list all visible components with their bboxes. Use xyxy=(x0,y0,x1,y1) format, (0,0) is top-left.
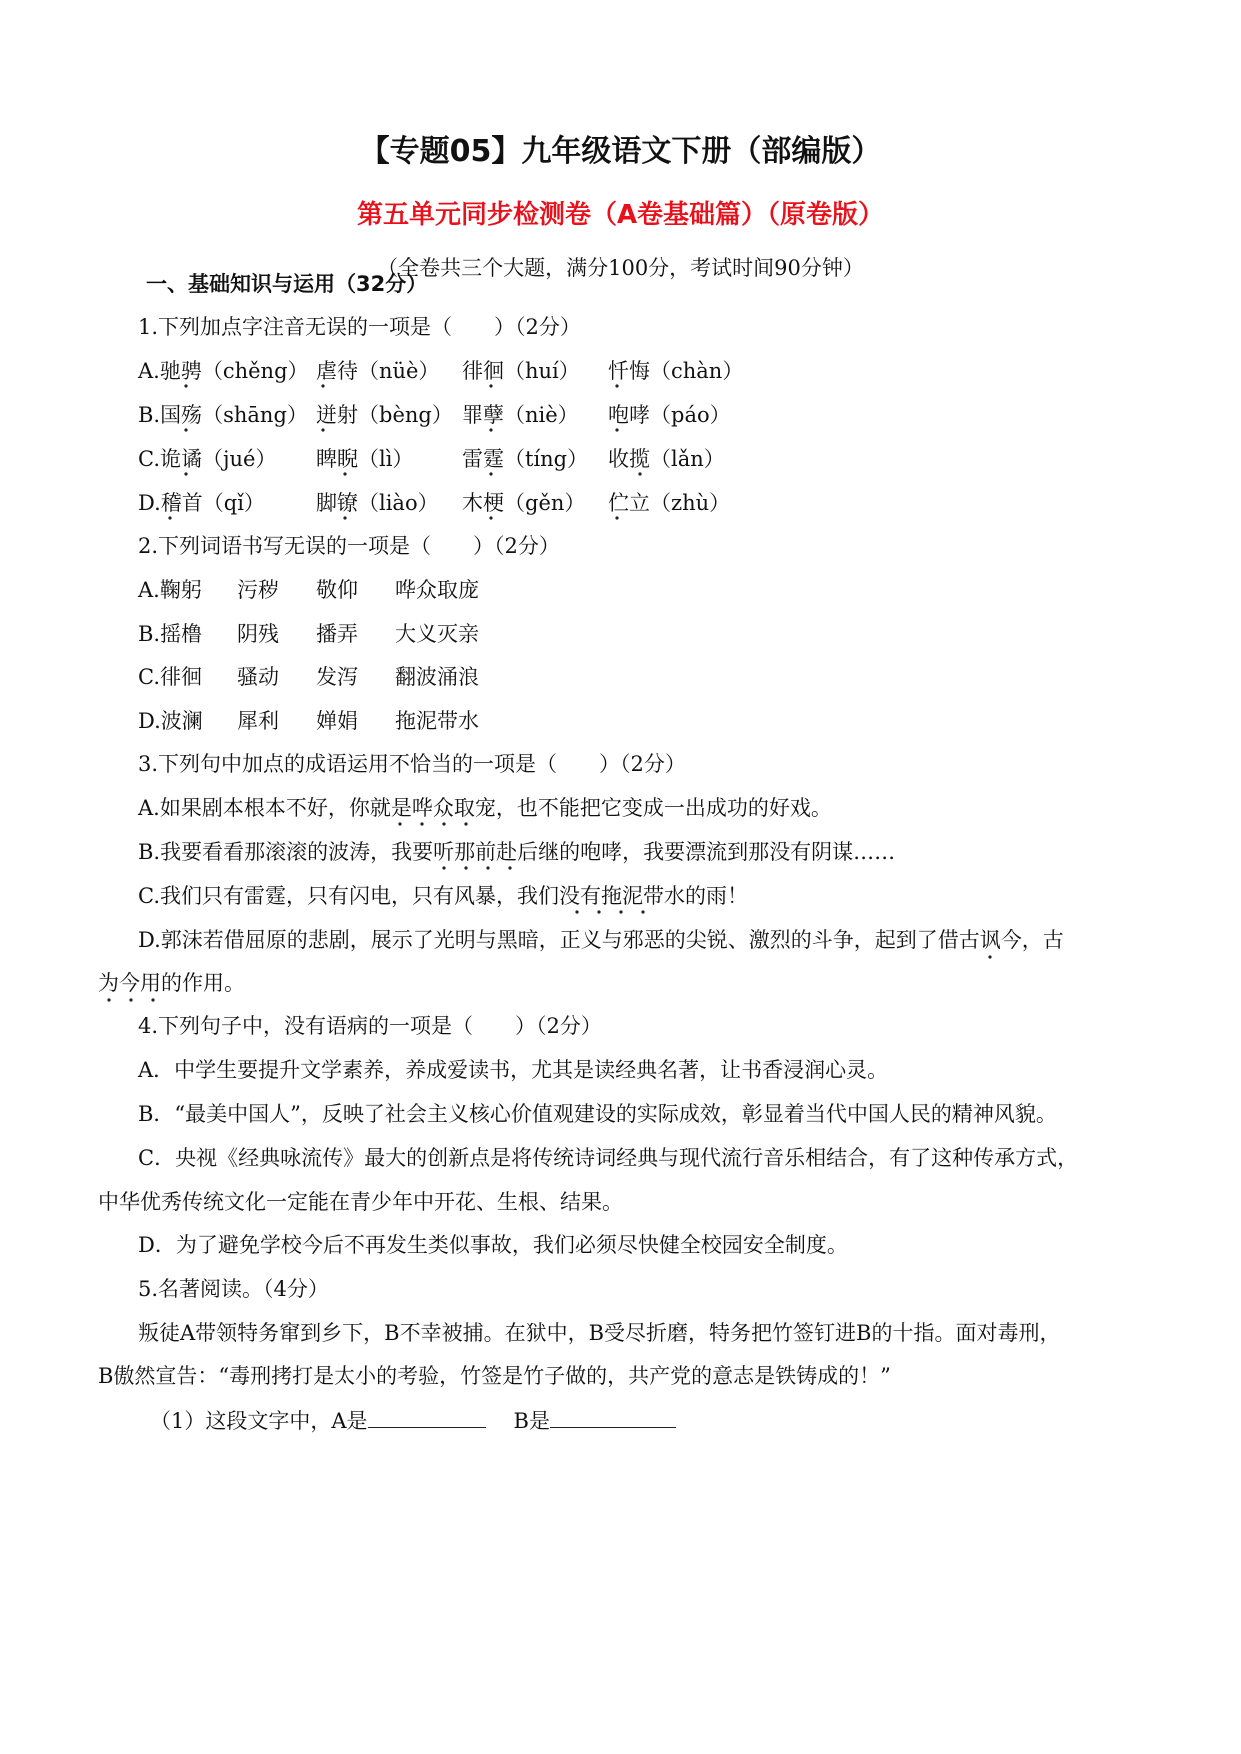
question-3-stem: 3.下列句中加点的成语运用不恰当的一项是（ ）（2分） xyxy=(138,752,686,776)
q3-option-d-line1: D.郭沫若借屈原的悲剧，展示了光明与黑暗，正义与邪恶的尖锐、激烈的斗争，起到了借古讽今，古 xyxy=(138,928,1064,952)
q5-passage-line2: B傲然宣告：“毒刑拷打是太小的考验，竹签是竹子做的，共产党的意志是铁铸成的！” xyxy=(98,1364,891,1388)
q3-option-d-line2: 为今用的作用。 xyxy=(98,971,245,995)
question-2-stem: 2.下列词语书写无误的一项是（ ）（2分） xyxy=(138,534,560,558)
q3-b-emphasized: 前赴后继 xyxy=(475,840,560,864)
q2-option-a4: 哗众取庞 xyxy=(395,578,479,602)
emphasis-dot xyxy=(489,428,492,431)
emphasis-dot xyxy=(615,516,618,519)
q1-option-d1: D.稽首（qǐ） xyxy=(138,491,265,515)
emphasis-dot xyxy=(489,384,492,387)
q1-option-d4: 伫立（zhù） xyxy=(608,491,731,515)
q2-option-a2: 污秽 xyxy=(237,578,279,602)
q2-option-b3: 播弄 xyxy=(316,622,358,646)
q2-option-b2: 阴残 xyxy=(237,622,279,646)
exam-note: （全卷共三个大题，满分100分，考试时间90分钟） xyxy=(377,256,864,280)
q5-sub1: （1）这段文字中，A是 B是 xyxy=(150,1405,676,1436)
emphasis-dot xyxy=(321,384,324,387)
emphasis-dot xyxy=(988,955,991,958)
q2-option-d3: 婵娟 xyxy=(316,709,358,733)
q2-option-d4: 拖泥带水 xyxy=(395,709,479,733)
section-heading: 一、基础知识与运用（32分） xyxy=(146,272,428,296)
q4-option-b: B．“最美中国人”，反映了社会主义核心价值观建设的实际成效，彰显着当代中国人民的精神风貌。 xyxy=(138,1102,1057,1126)
emphasis-dot xyxy=(321,428,324,431)
q1-option-d3: 木梗（gěn） xyxy=(462,491,586,515)
emphasis-dot xyxy=(107,998,110,1001)
q1-option-b4: 咆哮（páo） xyxy=(608,403,731,427)
q2-option-d2: 犀利 xyxy=(237,709,279,733)
q2-option-a3: 敬仰 xyxy=(316,578,358,602)
document-title: 【专题05】九年级语文下册（部编版） xyxy=(359,134,882,169)
emphasis-dot xyxy=(615,428,618,431)
emphasis-dot xyxy=(638,472,641,475)
question-4-stem: 4.下列句子中，没有语病的一项是（ ）（2分） xyxy=(138,1014,602,1038)
q2-option-c4: 翻波涌浪 xyxy=(395,665,479,689)
q1-option-a2: 虐待（nüè） xyxy=(316,359,440,383)
question-5-stem: 5.名著阅读。（4分） xyxy=(138,1277,329,1301)
q1-option-c4: 收揽（lǎn） xyxy=(608,447,725,471)
q1-option-c2: 睥睨（lì） xyxy=(316,447,414,471)
emphasis-dot xyxy=(489,516,492,519)
q2-option-b1: B.摇橹 xyxy=(138,622,203,646)
q1-option-b2: 迸射（bèng） xyxy=(316,403,453,427)
q2-option-d1: D.波澜 xyxy=(138,709,203,733)
q2-option-c2: 骚动 xyxy=(237,665,279,689)
q2-option-b4: 大义灭亲 xyxy=(395,622,479,646)
emphasis-dot xyxy=(151,998,154,1001)
document-subtitle: 第五单元同步检测卷（A卷基础篇）（原卷版） xyxy=(356,200,885,230)
q1-option-c1: C.诡谲（jué） xyxy=(138,447,277,471)
q3-d-emphasized-start: 古 xyxy=(1042,928,1064,952)
q2-option-c3: 发泻 xyxy=(316,665,358,689)
q4-option-c-line1: C．央视《经典咏流传》最大的创新点是将传统诗词经典与现代流行音乐相结合，有了这种传承方式， xyxy=(138,1146,1079,1170)
q4-option-a: A．中学生要提升文学素养，养成爱读书，尤其是读经典名著，让书香浸润心灵。 xyxy=(138,1058,889,1082)
emphasis-dot xyxy=(184,472,187,475)
emphasis-dot xyxy=(129,998,132,1001)
q1-option-d2: 脚镣（liào） xyxy=(316,491,439,515)
q3-option-b: B.我要看看那滚滚的波涛，我要听那前赴后继的咆哮，我要漂流到那没有阴谋…… xyxy=(138,840,896,864)
q5-passage-line1: 叛徒A带领特务窜到乡下，B不幸被捕。在狱中，B受尽折磨，特务把竹签钉进B的十指。面对毒刑， xyxy=(138,1321,1061,1345)
q3-option-c: C.我们只有雷霆，只有闪电，只有风暴，我们没有拖泥带水的雨！ xyxy=(138,884,748,908)
q3-a-emphasized: 哗众取宠 xyxy=(411,796,496,820)
emphasis-dot xyxy=(489,472,492,475)
emphasis-dot xyxy=(184,384,187,387)
q3-c-emphasized: 拖泥带水 xyxy=(601,884,685,908)
q1-option-a4: 忏悔（chàn） xyxy=(608,359,744,383)
q2-option-a1: A.鞠躬 xyxy=(138,578,202,602)
q3-option-a: A.如果剧本根本不好，你就是哗众取宠，也不能把它变成一出成功的好戏。 xyxy=(138,796,832,820)
question-1-stem: 1.下列加点字注音无误的一项是（ ）（2分） xyxy=(138,315,581,339)
q1-option-a3: 徘徊（huí） xyxy=(462,359,580,383)
answer-blank-a[interactable] xyxy=(368,1405,486,1428)
emphasis-dot xyxy=(184,428,187,431)
answer-blank-b[interactable] xyxy=(550,1405,676,1428)
q3-d-emphasized-end: 为今用 xyxy=(98,971,161,995)
q1-option-b1: B.国殇（shāng） xyxy=(138,403,308,427)
emphasis-dot xyxy=(343,472,346,475)
q4-option-d: D．为了避免学校今后不再发生类似事故，我们必须尽快健全校园安全制度。 xyxy=(138,1233,848,1257)
q4-option-c-line2: 中华优秀传统文化一定能在青少年中开花、生根、结果。 xyxy=(98,1190,623,1214)
q1-option-b3: 罪孽（niè） xyxy=(462,403,579,427)
q1-option-c3: 雷霆（tíng） xyxy=(462,447,589,471)
q1-option-a1: A.驰骋（chěng） xyxy=(138,359,309,383)
emphasis-dot xyxy=(343,516,346,519)
emphasis-dot xyxy=(615,384,618,387)
q2-option-c1: C.徘徊 xyxy=(138,665,202,689)
emphasis-dot xyxy=(168,516,171,519)
